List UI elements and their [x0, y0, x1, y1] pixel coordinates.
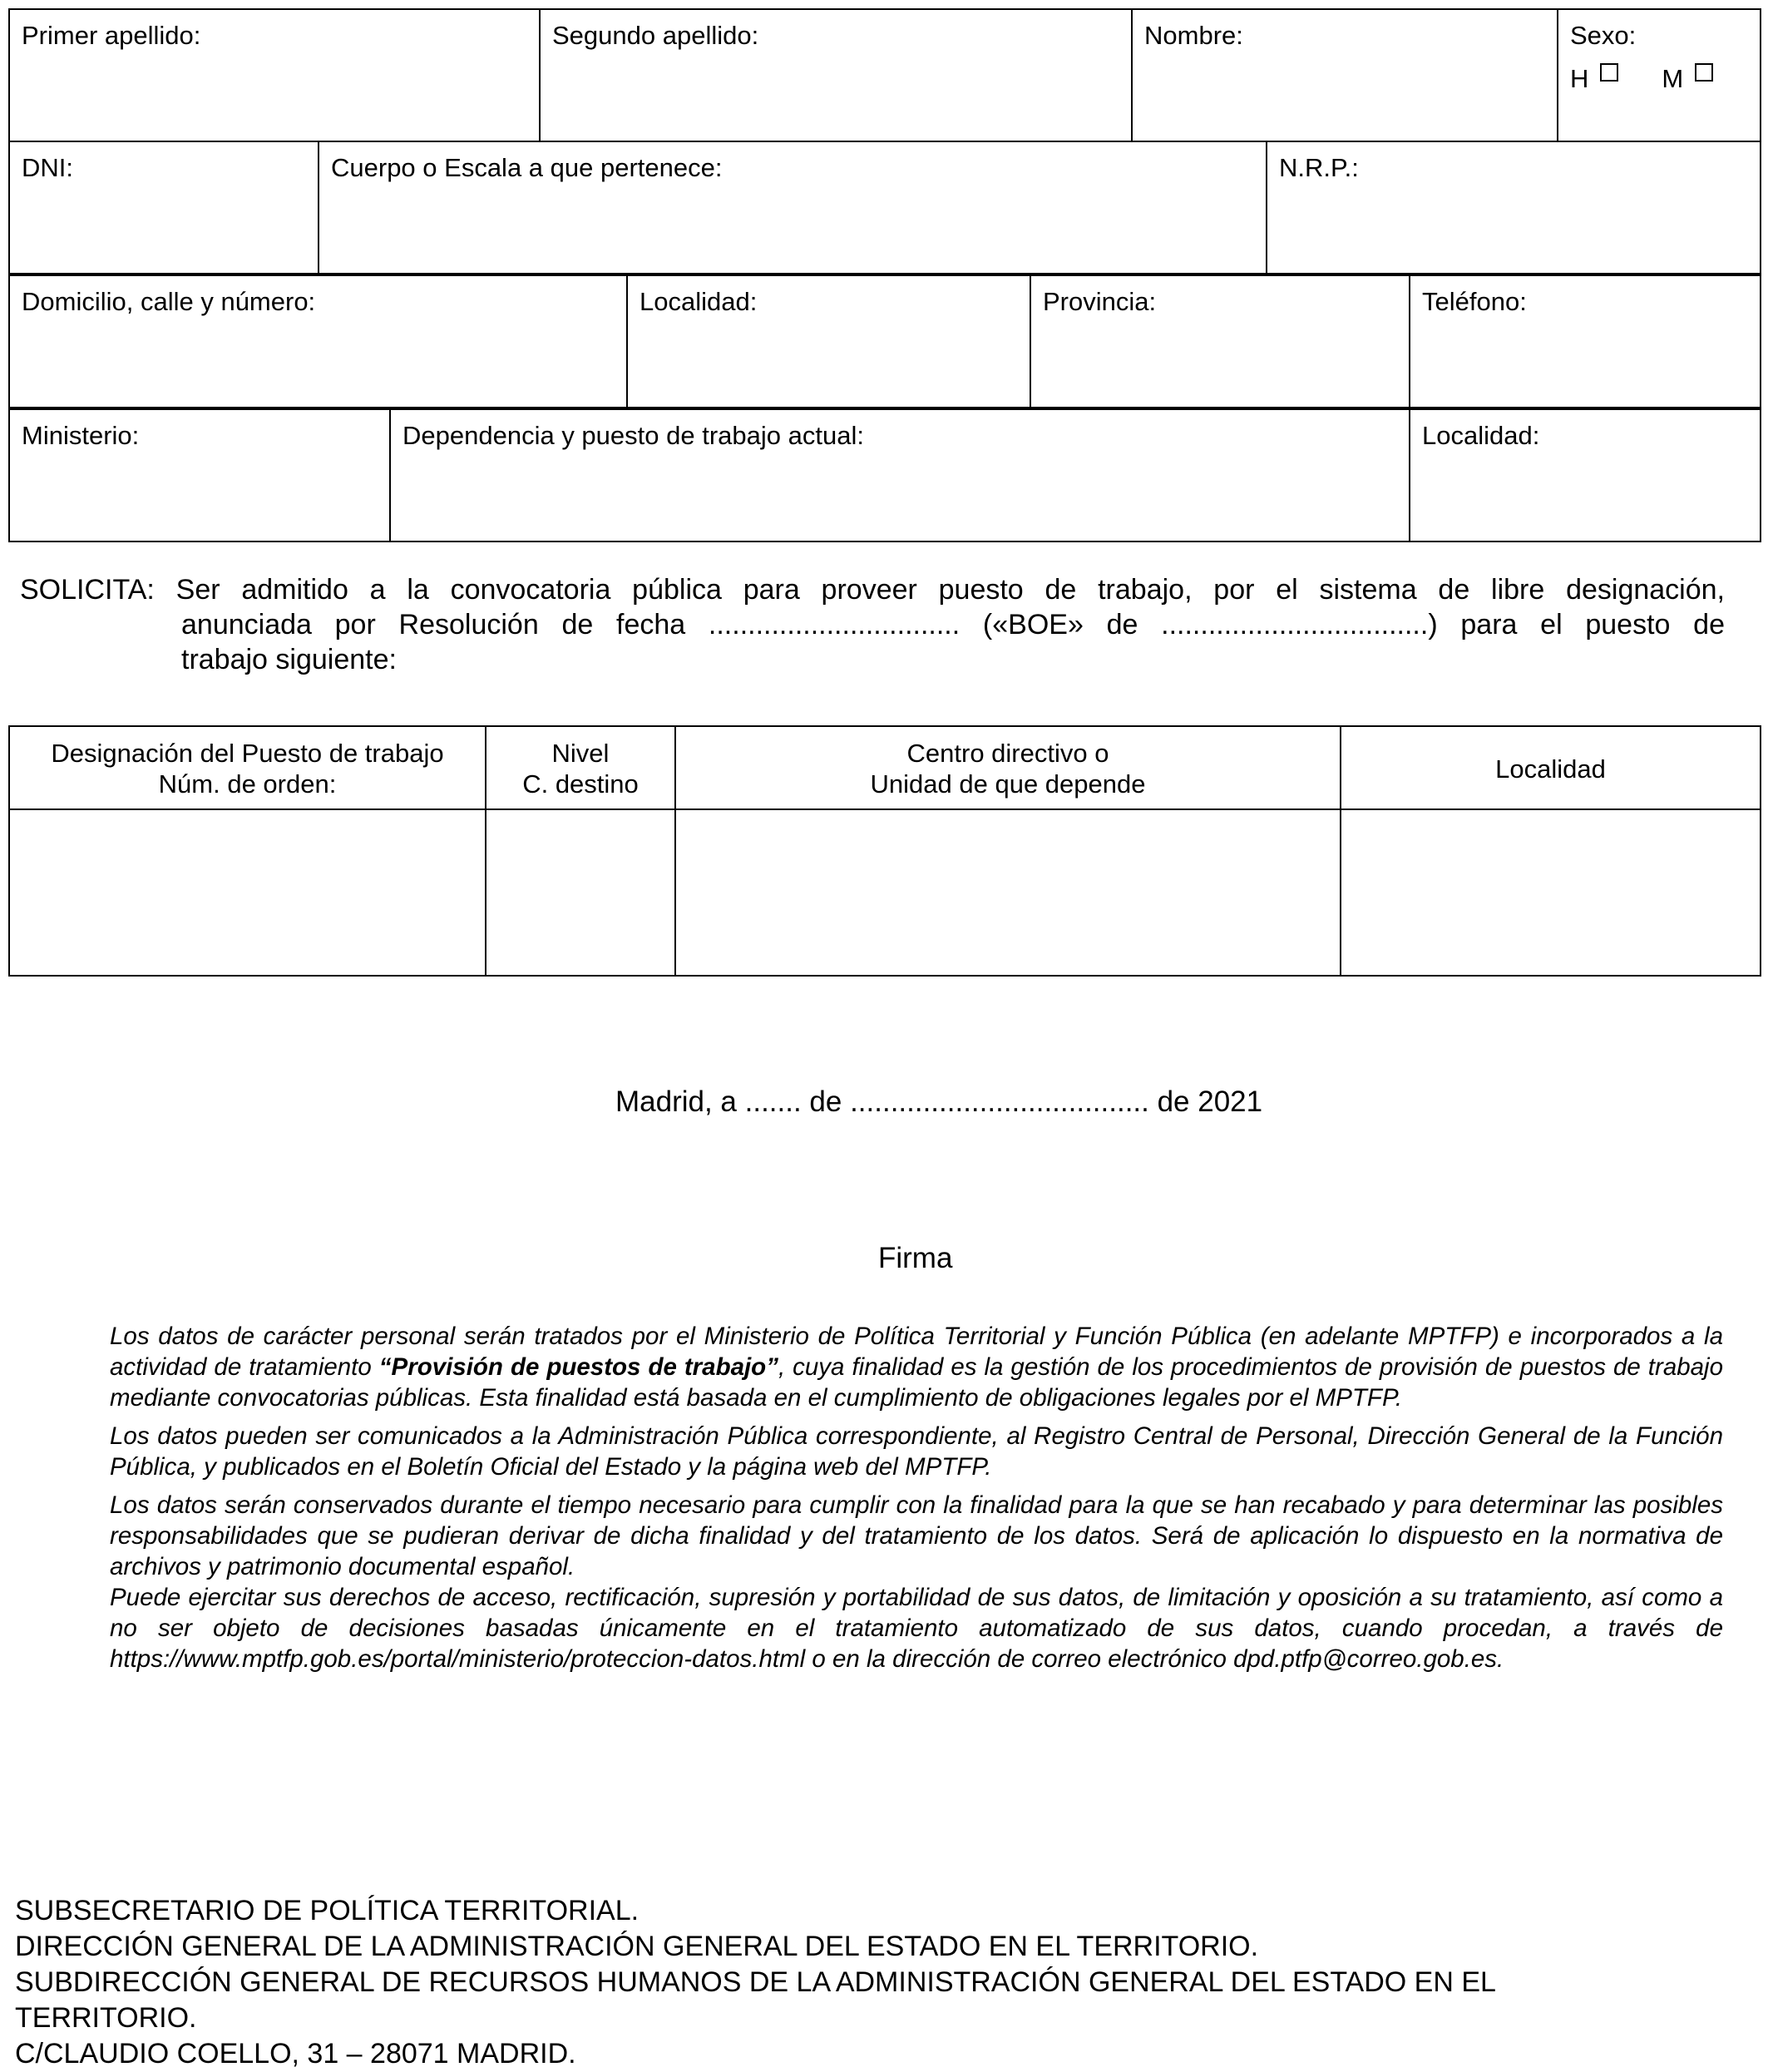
- puesto-header-centro: [676, 727, 1340, 810]
- sexo-h-label: H: [1570, 64, 1589, 93]
- nombre-label: Nombre:: [1144, 21, 1243, 50]
- header-centro-line2: Unidad de que depende: [870, 769, 1146, 799]
- puesto-header-localidad: [1341, 727, 1760, 810]
- firma-label: Firma: [878, 1242, 953, 1274]
- address-line-5: C/CLAUDIO COELLO, 31 – 28071 MADRID.: [15, 2038, 576, 2070]
- primer-apellido-field[interactable]: [10, 10, 539, 141]
- telefono-field[interactable]: [1409, 276, 1761, 407]
- nrp-field[interactable]: [1266, 142, 1761, 273]
- dni-label: DNI:: [22, 153, 73, 182]
- legal-paragraph-4: Puede ejercitar sus derechos de acceso, rectificación, supresión y portabilidad de sus datos, de limitación y oposición a su tratamiento, así como a no ser objeto de decisiones basadas únicamente en el tratamiento automatizado de sus datos, cuando procedan, a través de https://www.mptfp.gob.es/portal/ministerio/proteccion-datos.html o en la dirección de correo electrónico dpd.ptfp@correo.gob.es.: [110, 1584, 1723, 1673]
- dependencia-field[interactable]: [389, 410, 1409, 541]
- provincia-field[interactable]: [1030, 276, 1409, 407]
- legal-paragraph-3: Los datos serán conservados durante el tiempo necesario para cumplir con la finalidad para la que se han recabado y para determinar las posibles responsabilidades que se pudieran derivar de dicha finalidad y del tratamiento de los datos. Será de aplicación lo dispuesto en la normativa de archivos y patrimonio documental español.: [110, 1491, 1723, 1580]
- puesto-col-designacion[interactable]: [10, 727, 485, 975]
- puesto-col-nivel[interactable]: [485, 727, 674, 975]
- legal-paragraph-1: [110, 1321, 1723, 1413]
- header-designacion-line2: Núm. de orden:: [158, 769, 337, 799]
- dni-field[interactable]: [10, 142, 318, 273]
- dependencia-label: Dependencia y puesto de trabajo actual:: [402, 421, 864, 450]
- cuerpo-label: Cuerpo o Escala a que pertenece:: [331, 153, 723, 182]
- segundo-apellido-label: Segundo apellido:: [552, 21, 759, 50]
- provincia-label: Provincia:: [1043, 287, 1157, 316]
- legal-paragraph-2: Los datos pueden ser comunicados a la Administración Pública correspondiente, al Registro Central de Personal, Dirección General de la Función Pública, y publicados en el Boletín Oficial del Estado y la página web del MPTFP.: [110, 1422, 1723, 1481]
- domicilio-field[interactable]: [10, 276, 626, 407]
- header-centro-line1: Centro directivo o: [906, 739, 1109, 768]
- puesto-col-localidad[interactable]: [1340, 727, 1760, 975]
- form-row-identificacion: [8, 141, 1761, 274]
- fecha-linea: Madrid, a ....... de ..................................... de 2021: [615, 1085, 1263, 1118]
- header-nivel-line2: C. destino: [522, 769, 639, 799]
- form-row-personal: [8, 8, 1761, 142]
- proteccion-datos-text: [110, 1321, 1723, 1674]
- ministerio-field[interactable]: [10, 410, 389, 541]
- sexo-field: [1557, 10, 1761, 141]
- nombre-field[interactable]: [1131, 10, 1557, 141]
- solicita-paragraph: [20, 572, 1725, 677]
- address-line-2: DIRECCIÓN GENERAL DE LA ADMINISTRACIÓN GENERAL DEL ESTADO EN EL TERRITORIO.: [15, 1931, 1259, 1962]
- nrp-label: N.R.P.:: [1279, 153, 1359, 182]
- sexo-m-checkbox[interactable]: [1695, 63, 1713, 82]
- cuerpo-field[interactable]: [318, 142, 1266, 273]
- header-nivel-line1: Nivel: [551, 739, 610, 768]
- solicita-line-2: anunciada por Resolución de fecha ................................ («BOE» de ..................................) para el puesto de: [181, 609, 1725, 640]
- legal-p1-start: Los datos de carácter personal serán tratados por el Ministerio de Política Territorial y Función Pública (en adelante MPTFP) e incorporados a la actividad de tratamiento: [110, 1323, 1723, 1381]
- sexo-m-label: M: [1662, 64, 1684, 93]
- address-line-4: TERRITORIO.: [15, 2002, 197, 2034]
- header-localidad-line1: Localidad: [1495, 754, 1606, 784]
- legal-p1-end: , cuya finalidad es la gestión de los procedimientos de provisión de puestos de trabajo mediante convocatorias públicas. Esta finalidad está basada en el cumplimiento de obligaciones legales por el MPTFP.: [110, 1353, 1724, 1412]
- solicita-line-3: trabajo siguiente:: [181, 644, 397, 675]
- sexo-label: Sexo:: [1570, 21, 1637, 50]
- puesto-header-designacion: [10, 727, 485, 810]
- ministerio-label: Ministerio:: [22, 421, 140, 450]
- puesto-header-nivel: [486, 727, 674, 810]
- address-line-3: SUBDIRECCIÓN GENERAL DE RECURSOS HUMANOS DE LA ADMINISTRACIÓN GENERAL DEL ESTADO EN EL: [15, 1966, 1496, 1998]
- puesto-col-centro[interactable]: [674, 727, 1340, 975]
- telefono-label: Teléfono:: [1422, 287, 1527, 316]
- localidad-actual-label: Localidad:: [1422, 421, 1540, 450]
- puesto-table: [8, 725, 1761, 977]
- localidad-actual-field[interactable]: [1409, 410, 1761, 541]
- destinatario-address: [15, 1893, 1496, 2072]
- address-line-1: SUBSECRETARIO DE POLÍTICA TERRITORIAL.: [15, 1895, 640, 1926]
- primer-apellido-label: Primer apellido:: [22, 21, 201, 50]
- sexo-h-checkbox[interactable]: [1600, 63, 1618, 82]
- legal-p1-activity: “Provisión de puestos de trabajo”: [378, 1353, 778, 1381]
- sexo-options: [1570, 63, 1713, 95]
- solicita-line-1: SOLICITA: Ser admitido a la convocatoria pública para proveer puesto de trabajo, por el sistema de libre designación,: [20, 574, 1725, 606]
- form-row-domicilio: [8, 274, 1761, 408]
- segundo-apellido-field[interactable]: [539, 10, 1131, 141]
- localidad-label: Localidad:: [640, 287, 758, 316]
- header-designacion-line1: Designación del Puesto de trabajo: [51, 739, 444, 768]
- form-row-destino-actual: [8, 408, 1761, 542]
- domicilio-label: Domicilio, calle y número:: [22, 287, 316, 316]
- localidad-field[interactable]: [626, 276, 1030, 407]
